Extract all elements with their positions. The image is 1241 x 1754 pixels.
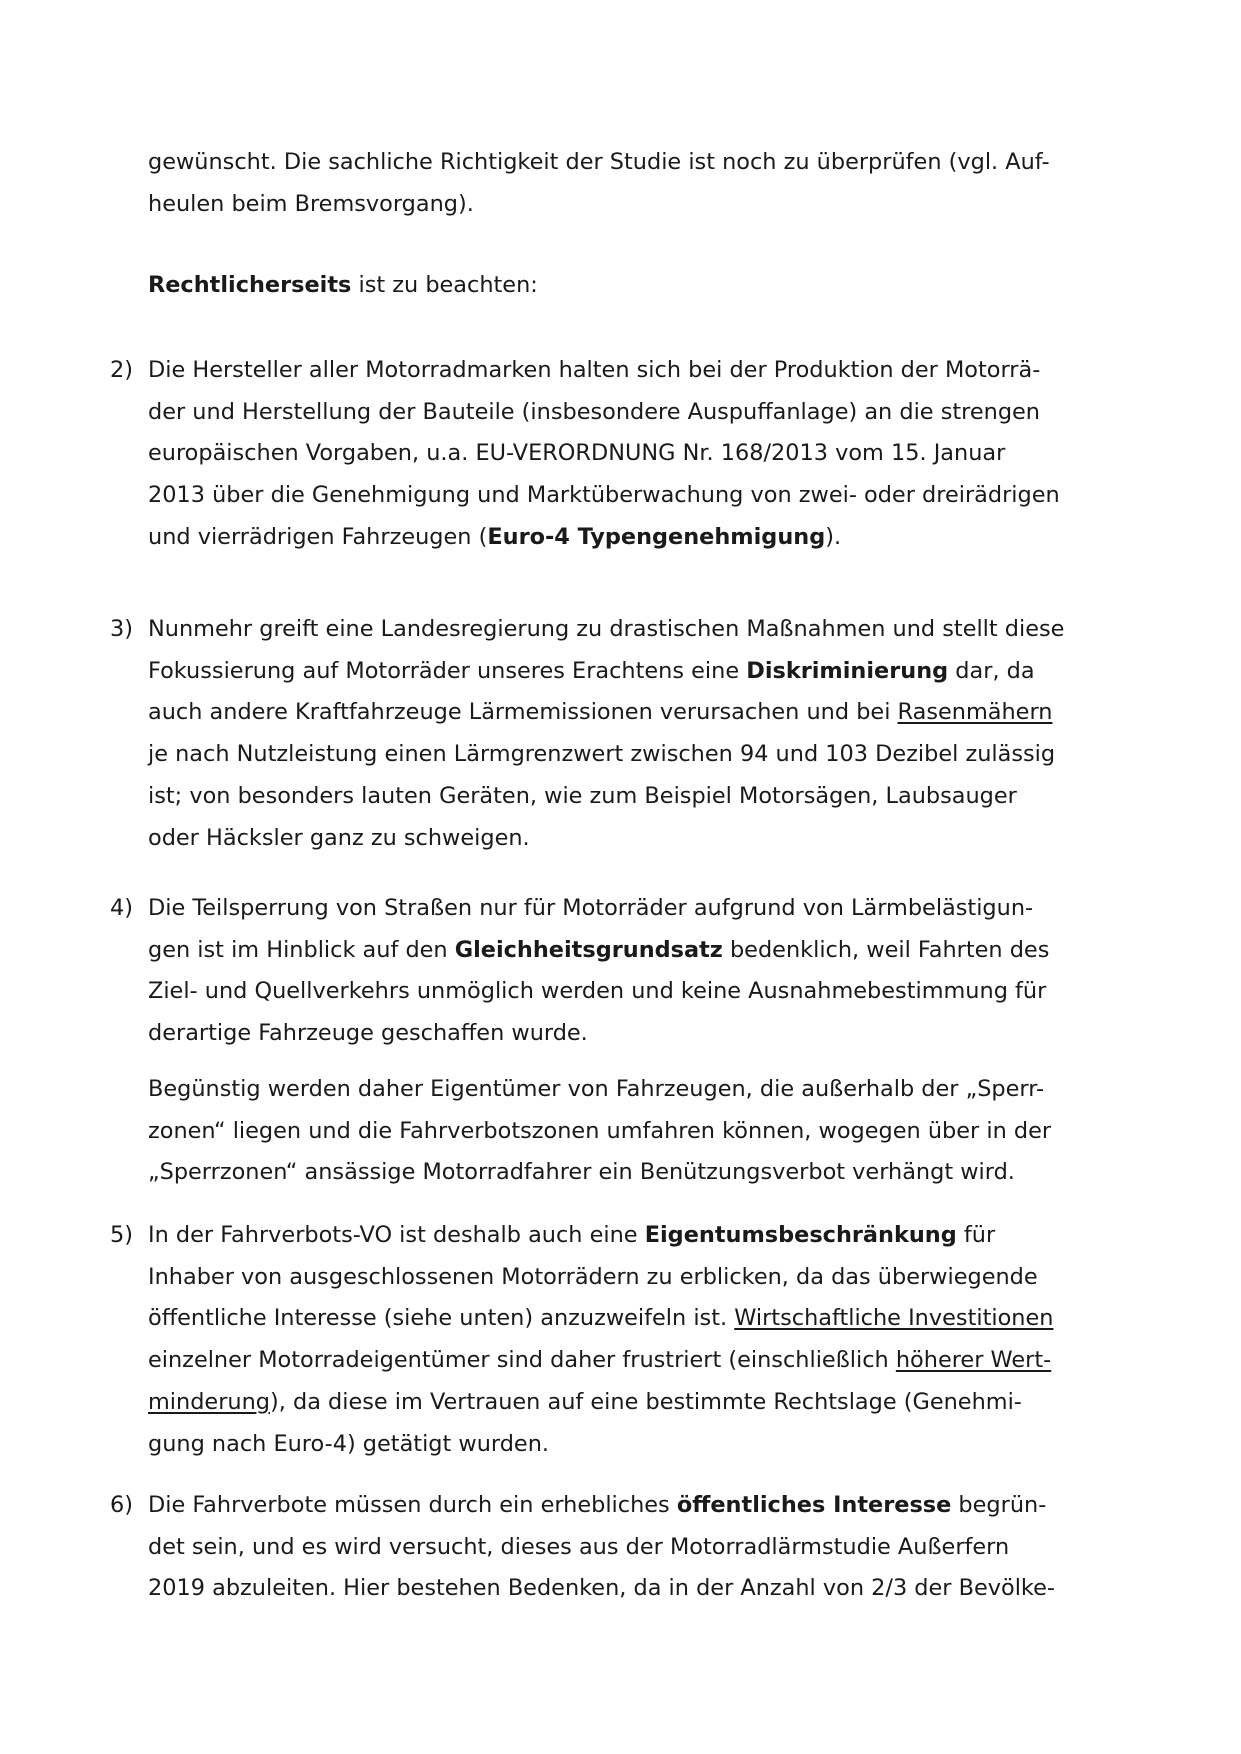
list-number: 6) [110, 1492, 133, 1518]
text-segment: Die Fahrverbote müssen durch ein erhebliches [148, 1492, 677, 1518]
legal-heading [148, 265, 1094, 307]
text-line: europäischen Vorgaben, u.a. EU-VERORDNUNG Nr. 168/2013 vom 15. Januar [148, 440, 1006, 467]
list-text [148, 350, 1094, 559]
text-line: zonen“ liegen und die Fahrverbotszonen umfahren können, wogegen über in der [148, 1117, 1052, 1144]
list-number: 4) [110, 895, 133, 921]
list-number: 3) [110, 616, 133, 642]
text-line: gung nach Euro-4) getätigt wurden. [148, 1430, 550, 1457]
emphasis-diskriminierung: Diskriminierung [746, 657, 949, 684]
emphasis-oeffentliches-interesse: öffentliches Interesse [676, 1492, 952, 1518]
intro-paragraph [148, 142, 1094, 225]
text-line: der und Herstellung der Bauteile (insbesondere Auspuffanlage) an die strengen [148, 398, 1040, 425]
text-segment: einzelner Motorradeigentümer sind daher frustriert (einschließlich [148, 1347, 896, 1374]
text-segment: bedenklich, weil Fahrten des [722, 936, 1050, 963]
list-item-3 [110, 609, 1094, 859]
underlined-investitionen: Wirtschaftliche Investitionen [734, 1305, 1054, 1332]
text-line: je nach Nutzleistung einen Lärmgrenzwert zwischen 94 und 103 Dezibel zulässig [148, 741, 1056, 768]
text-segment: In der Fahrverbots-VO ist deshalb auch eine [148, 1222, 645, 1248]
underlined-rasenmaehern: Rasenmähern [897, 699, 1053, 726]
text-line: 2019 abzuleiten. Hier bestehen Bedenken, da in der Anzahl von 2/3 der Bevölke- [148, 1575, 1055, 1602]
list-item-4 [110, 888, 1094, 1055]
text-segment: und vierrädrigen Fahrzeugen ( [148, 523, 488, 550]
text-line: Nunmehr greift eine Landesregierung zu drastischen Maßnahmen und stellt diese [148, 616, 1065, 642]
text-line: derartige Fahrzeuge geschaffen wurde. [148, 1020, 588, 1047]
text-segment: Fokussierung auf Motorräder unseres Erachtens eine [148, 657, 747, 684]
list-text [148, 1215, 1094, 1465]
text-segment: begrün- [951, 1492, 1047, 1518]
text-line: Die Hersteller aller Motorradmarken halten sich bei der Produktion der Motorrä- [148, 357, 1041, 383]
text-segment: öffentliche Interesse (siehe unten) anzuzweifeln ist. [148, 1305, 735, 1332]
text-line: det sein, und es wird versucht, dieses aus der Motorradlärmstudie Außerfern [148, 1533, 1010, 1560]
text-line: oder Häcksler ganz zu schweigen. [148, 824, 530, 851]
text-line: ist; von besonders lauten Geräten, wie zum Beispiel Motorsägen, Laubsauger [148, 782, 1017, 809]
text-line: Die Teilsperrung von Straßen nur für Motorräder aufgrund von Lärmbelästigun- [148, 895, 1034, 921]
legal-heading-rest: ist zu beachten: [351, 272, 538, 298]
underlined-wertminderung-part2: minderung [148, 1388, 271, 1415]
emphasis-eigentumsbeschraenkung: Eigentumsbeschränkung [644, 1222, 957, 1248]
list-text [148, 609, 1094, 859]
list-number: 2) [110, 357, 133, 383]
list-item-6 [110, 1485, 1094, 1610]
text-segment: auch andere Kraftfahrzeuge Lärmemissionen verursachen und bei [148, 699, 898, 726]
text-line: 2013 über die Genehmigung und Marktüberwachung von zwei- oder dreirädrigen [148, 482, 1060, 509]
text-segment: für [956, 1222, 996, 1248]
text-segment: ), da diese im Vertrauen auf eine bestimmte Rechtslage (Genehmi- [270, 1388, 1022, 1415]
text-segment: gen ist im Hinblick auf den [148, 936, 455, 963]
emphasis-gleichheitsgrundsatz: Gleichheitsgrundsatz [454, 936, 723, 963]
list-text [148, 1485, 1094, 1610]
text-line: Inhaber von ausgeschlossenen Motorrädern zu erblicken, da das überwiegende [148, 1263, 1038, 1290]
text-segment: ). [825, 523, 842, 550]
emphasis-euro4: Euro-4 Typengenehmigung [487, 523, 826, 550]
list-item-5 [110, 1215, 1094, 1465]
list-number: 5) [110, 1222, 133, 1248]
list-item-4-paragraph-2 [148, 1069, 1094, 1194]
underlined-wertminderung-part1: höherer Wert- [895, 1347, 1052, 1374]
text-line: „Sperrzonen“ ansässige Motorradfahrer ein Benützungsverbot verhängt wird. [148, 1159, 1015, 1186]
intro-line-1: gewünscht. Die sachliche Richtigkeit der Studie ist noch zu überprüfen (vgl. Auf- [148, 149, 1050, 175]
text-line: Ziel- und Quellverkehrs unmöglich werden und keine Ausnahmebestimmung für [148, 978, 1047, 1005]
legal-heading-bold: Rechtlicherseits [148, 272, 352, 298]
text-segment: dar, da [948, 657, 1035, 684]
intro-line-2: heulen beim Bremsvorgang). [148, 190, 474, 217]
list-text [148, 888, 1094, 1055]
list-item-2 [110, 350, 1094, 559]
text-line: Begünstig werden daher Eigentümer von Fahrzeugen, die außerhalb der „Sperr- [148, 1076, 1045, 1102]
